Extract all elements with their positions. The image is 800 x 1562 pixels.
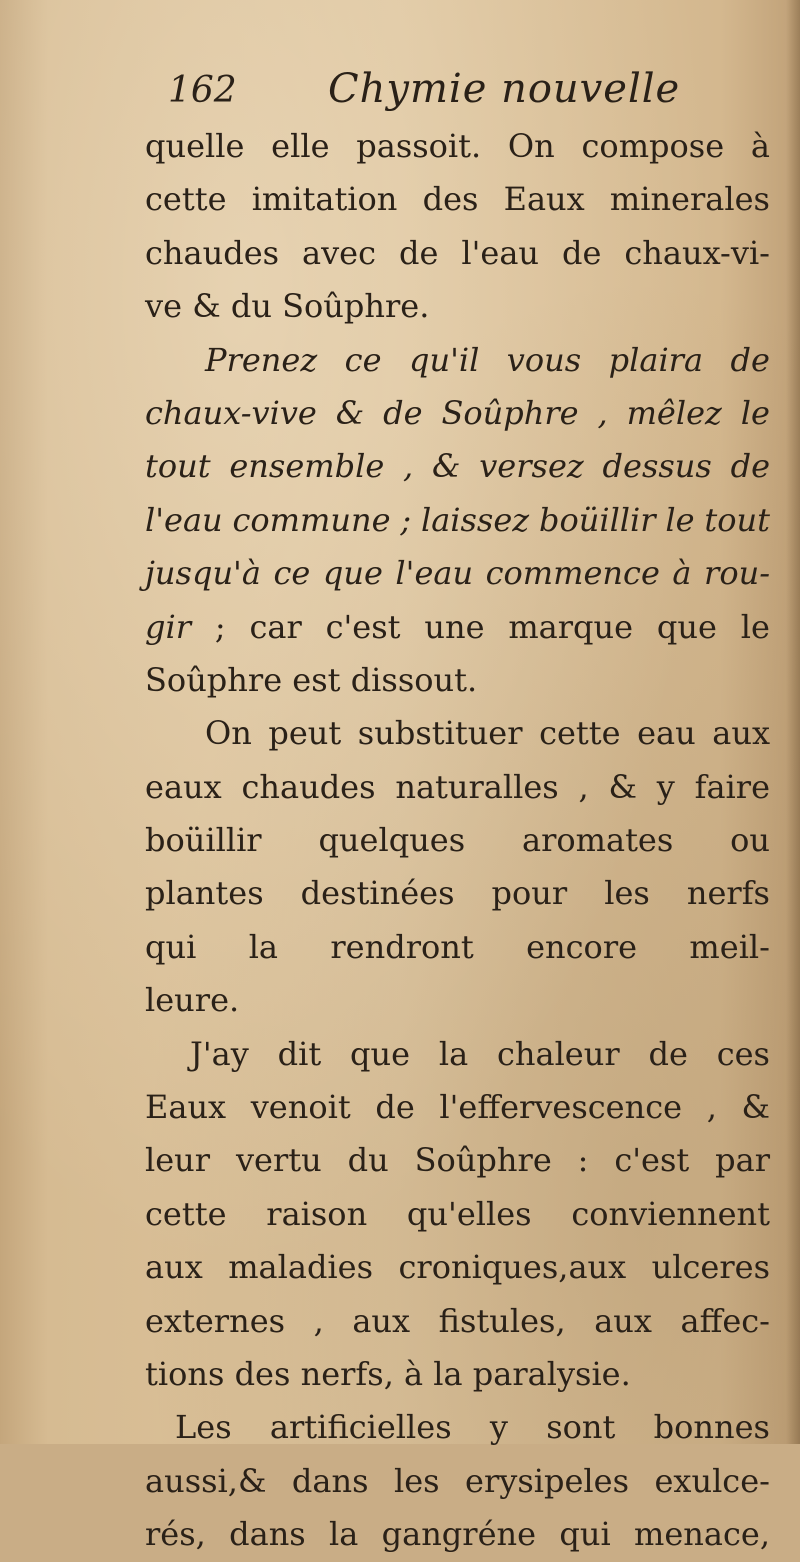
text-line (145, 334, 770, 387)
word: maladies (228, 1248, 374, 1287)
word: rés, (145, 1515, 206, 1554)
word: , (313, 1301, 324, 1340)
word: le (740, 393, 770, 432)
word: des (422, 180, 479, 219)
word: à (672, 554, 692, 593)
text-line (145, 547, 770, 600)
text-line: leure. (145, 981, 240, 1020)
text-line (145, 761, 770, 814)
word: qui (145, 927, 197, 966)
text-line (145, 1295, 770, 1348)
word: eau (637, 714, 696, 753)
word: menace, (633, 1515, 770, 1554)
word: Eaux (503, 180, 585, 219)
word: l'eau (145, 500, 223, 539)
word: aux (594, 1301, 652, 1340)
word: tout (704, 500, 770, 539)
word: eaux (145, 767, 222, 806)
word: minerales (609, 180, 770, 219)
word: vertu (235, 1141, 322, 1180)
word: externes (145, 1301, 286, 1340)
word: le (740, 607, 770, 646)
word: y (656, 767, 675, 806)
word: nerfs (686, 874, 770, 913)
text-line (145, 1028, 770, 1081)
word: , (578, 767, 589, 806)
word: de (375, 1088, 415, 1127)
word: qui (559, 1515, 611, 1554)
word: aux (145, 1248, 203, 1287)
word: de (648, 1034, 688, 1073)
word: de (398, 233, 439, 272)
text-line (145, 707, 770, 760)
word: chaleur (496, 1034, 620, 1073)
text-line (145, 173, 770, 226)
word: boüillir (145, 821, 262, 860)
word: aux (352, 1301, 411, 1340)
word: le (665, 500, 695, 539)
word: destinées (300, 874, 455, 913)
word: On (205, 714, 252, 753)
text-line (145, 921, 770, 974)
word: J'ay (190, 1034, 249, 1073)
word: la (438, 1034, 469, 1073)
word: c'est (614, 1141, 690, 1180)
body-text (145, 120, 770, 1562)
word: car (249, 607, 302, 646)
word: qu'elles (406, 1194, 532, 1233)
word: la (329, 1515, 359, 1554)
word: les (393, 1461, 440, 1500)
word: marque (508, 607, 634, 646)
word: plantes (145, 874, 264, 913)
word: Les (175, 1408, 232, 1447)
word: , (706, 1088, 717, 1127)
word: les (604, 874, 650, 913)
page-number: 162 (168, 70, 237, 111)
word: chaux-vive (145, 393, 317, 432)
word: substituer (357, 714, 523, 753)
word: l'eau (461, 233, 540, 272)
text-line (145, 867, 770, 920)
text-line: ve & du Soûphre. (145, 287, 430, 326)
word: une (424, 607, 485, 646)
text-line (145, 440, 770, 493)
word: peut (268, 714, 342, 753)
word: rou- (704, 554, 770, 593)
word: Soûphre (414, 1141, 552, 1180)
text-line (145, 1455, 770, 1508)
word: ; (214, 607, 226, 646)
word: raison (266, 1194, 368, 1233)
word: venoit (250, 1088, 351, 1127)
word: tout (145, 447, 211, 486)
text-line (145, 387, 770, 440)
word: , (597, 393, 608, 432)
word: l'eau (395, 554, 474, 593)
word: boüillir (538, 500, 656, 539)
word: ensemble (229, 447, 385, 486)
word: exulce- (654, 1461, 770, 1500)
word: encore (526, 927, 638, 966)
word: que (656, 607, 717, 646)
word: laissez (420, 500, 530, 539)
text-line (145, 601, 770, 654)
text-line (145, 1081, 770, 1134)
word: l'effervescence (439, 1088, 683, 1127)
word: de (383, 393, 423, 432)
word: que (322, 554, 383, 593)
text-line (145, 1188, 770, 1241)
word: fistules, (438, 1301, 566, 1340)
word: dit (277, 1034, 322, 1073)
text-line: tions des nerfs, à la paralysie. (145, 1354, 631, 1393)
word: y (489, 1408, 508, 1447)
word: avec (302, 233, 377, 272)
word: la (248, 927, 278, 966)
word: passoit. (356, 127, 482, 165)
text-line (145, 120, 770, 173)
word: leur (145, 1141, 211, 1180)
word: commence (485, 554, 660, 593)
word: chaux-vi- (624, 233, 770, 272)
word: naturalles (395, 767, 559, 806)
word: meil- (689, 927, 770, 966)
text-line (145, 1134, 770, 1187)
word: affec- (680, 1301, 770, 1340)
word: chaudes (145, 233, 280, 272)
word: Eaux (145, 1088, 227, 1127)
text-line (145, 1401, 770, 1454)
word: cette (145, 1194, 227, 1233)
word: faire (694, 767, 770, 806)
text-line (145, 814, 770, 867)
word: aussi,& (145, 1461, 267, 1500)
word: c'est (325, 607, 401, 646)
word: plaira (608, 340, 704, 379)
word: dans (291, 1461, 369, 1500)
word: vous (506, 340, 582, 379)
word: cette (539, 714, 621, 753)
word: , (403, 447, 414, 486)
word: dessus (602, 447, 712, 486)
word: aux (712, 714, 770, 753)
word: de (561, 233, 602, 272)
word: de (730, 340, 770, 379)
word: chaudes (241, 767, 376, 806)
word: dans (229, 1515, 306, 1554)
word: bonnes (653, 1408, 770, 1447)
word: qu'il (408, 340, 480, 379)
word: aromates (522, 821, 674, 860)
word: & (608, 767, 637, 806)
word: Prenez (205, 340, 318, 379)
word: par (715, 1141, 770, 1180)
page-edge-shadow (786, 0, 800, 1444)
text-line: Soûphre est dissout. (145, 660, 478, 699)
word: gangréne (381, 1515, 537, 1554)
text-line (145, 227, 770, 280)
text-line (145, 494, 770, 547)
word: ou (730, 821, 770, 860)
word: commune (232, 500, 391, 539)
word: & (431, 447, 461, 486)
word: Soûphre (441, 393, 579, 432)
word: rendront (330, 927, 474, 966)
word: jusqu'à (145, 554, 261, 593)
word: sont (546, 1408, 616, 1447)
word: versez (479, 447, 584, 486)
word: erysipeles (465, 1461, 629, 1500)
word: & (741, 1088, 770, 1127)
word: de (730, 447, 770, 486)
word: cette (145, 180, 227, 219)
word: à (750, 127, 770, 165)
word: On (507, 127, 555, 165)
word: conviennent (571, 1194, 770, 1233)
word: ce (344, 340, 382, 379)
word: ce (273, 554, 311, 593)
word: elle (271, 127, 330, 165)
word: compose (581, 127, 725, 165)
word: du (347, 1141, 389, 1180)
word: : (577, 1141, 589, 1180)
running-title: Chymie nouvelle (328, 66, 681, 112)
word: imitation (251, 180, 398, 219)
word: & (335, 393, 365, 432)
word: pour (491, 874, 568, 913)
word: gir (145, 607, 192, 646)
word: ; (400, 500, 412, 539)
word: croniques,aux (398, 1248, 627, 1287)
word: ces (716, 1034, 770, 1073)
text-line (145, 1241, 770, 1294)
running-header (168, 62, 768, 122)
word: quelques (318, 821, 466, 860)
word: artificielles (269, 1408, 452, 1447)
word: ulceres (651, 1248, 770, 1287)
word: mêlez (626, 393, 722, 432)
word: quelle (145, 127, 245, 165)
text-line (145, 1508, 770, 1561)
word: que (349, 1034, 411, 1073)
